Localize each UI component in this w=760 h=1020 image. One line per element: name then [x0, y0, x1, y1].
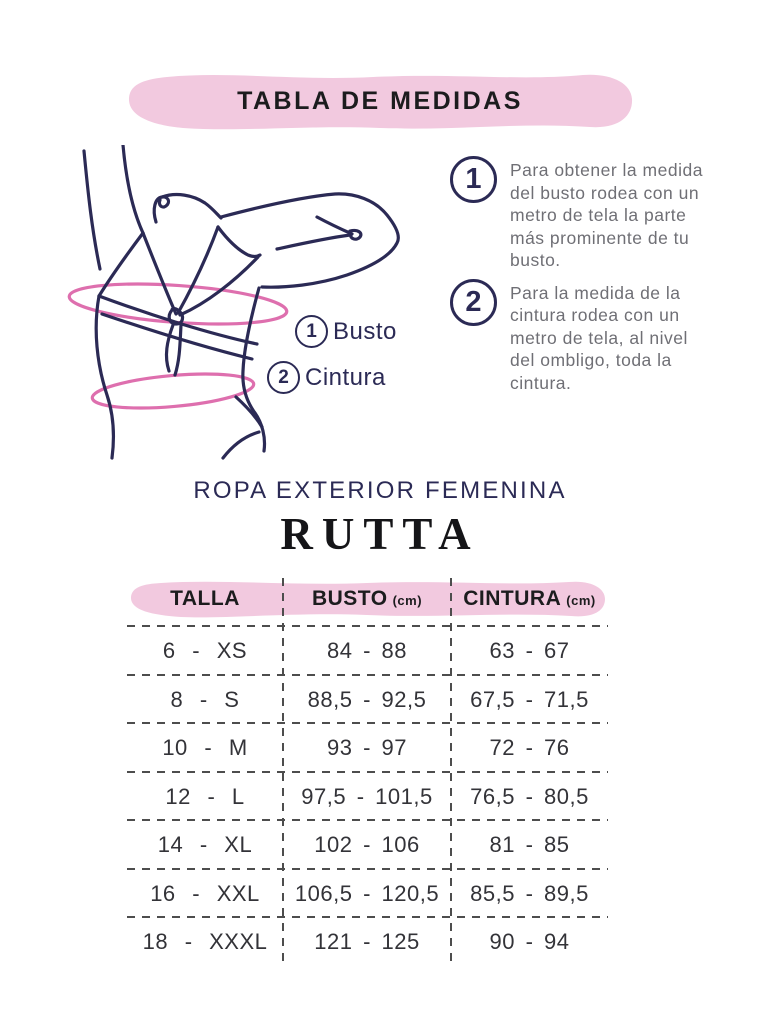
cell-busto: 106,5 - 120,5 — [294, 880, 440, 906]
table-row — [127, 821, 608, 870]
cell-busto: 102 - 106 — [314, 832, 420, 858]
cintura-label-text: Cintura — [305, 363, 386, 391]
column-header-busto — [283, 587, 451, 611]
column-header-unit: (cm) — [566, 593, 596, 608]
cell-busto: 93 - 97 — [327, 735, 407, 761]
measurement-illustration — [55, 145, 445, 460]
cell-talla: 14 - XL — [157, 832, 253, 858]
column-header-label: CINTURA — [463, 587, 562, 610]
step-1-number-badge: 1 — [450, 156, 497, 203]
cell-cintura: 63 - 67 — [489, 638, 570, 664]
cell-busto: 97,5 - 101,5 — [301, 783, 433, 809]
table-header-row — [127, 578, 608, 627]
column-header-cintura — [451, 587, 608, 611]
size-table — [127, 578, 608, 967]
column-header-label: BUSTO — [311, 587, 388, 610]
step-2-number-badge: 2 — [450, 279, 497, 326]
torso-line-art — [55, 145, 445, 460]
table-row — [127, 773, 608, 822]
cell-busto: 88,5 - 92,5 — [307, 686, 427, 712]
cell-cintura: 76,5 - 80,5 — [470, 783, 589, 809]
table-row — [127, 870, 608, 919]
cell-talla: 8 - S — [170, 686, 240, 712]
instruction-step-2 — [450, 279, 710, 395]
table-row — [127, 676, 608, 725]
table-row — [127, 627, 608, 676]
table-row — [127, 724, 608, 773]
cell-busto: 121 - 125 — [314, 929, 420, 955]
cell-talla: 10 - M — [162, 735, 248, 761]
column-header-talla — [127, 587, 283, 611]
cell-talla: 18 - XXXL — [142, 929, 268, 955]
busto-number-badge: 1 — [295, 315, 328, 348]
body-outline — [84, 145, 398, 458]
cintura-number-badge: 2 — [267, 361, 300, 394]
cell-cintura: 85,5 - 89,5 — [470, 880, 589, 906]
cintura-label — [267, 361, 386, 394]
brand-logo: RUTTA — [280, 509, 480, 559]
column-header-label: TALLA — [170, 587, 240, 610]
cell-cintura: 67,5 - 71,5 — [470, 686, 589, 712]
instructions — [450, 156, 710, 394]
column-header-unit: (cm) — [392, 593, 423, 608]
table-row — [127, 918, 608, 967]
cell-busto: 84 - 88 — [327, 638, 407, 664]
cell-cintura: 81 - 85 — [489, 832, 570, 858]
cell-cintura: 90 - 94 — [489, 929, 570, 955]
step-2-text: Para la medida de la cintura rodea con un metro de tela, al nivel del ombligo, toda la cintura. — [510, 282, 688, 393]
busto-label-text: Busto — [333, 317, 397, 345]
cell-talla: 6 - XS — [162, 638, 248, 664]
cell-talla: 16 - XXL — [150, 880, 260, 906]
busto-label — [295, 315, 397, 348]
cell-cintura: 72 - 76 — [489, 735, 570, 761]
waist-measure-ellipse — [91, 368, 255, 413]
instruction-step-1 — [450, 156, 710, 272]
step-1-text: Para obtener la medida del busto rodea con un metro de tela la parte más prominente de tu busto. — [510, 160, 703, 270]
category-heading: ROPA EXTERIOR FEMENINA — [193, 477, 567, 504]
cell-talla: 12 - L — [165, 783, 245, 809]
page-title: TABLA DE MEDIDAS — [237, 86, 523, 115]
